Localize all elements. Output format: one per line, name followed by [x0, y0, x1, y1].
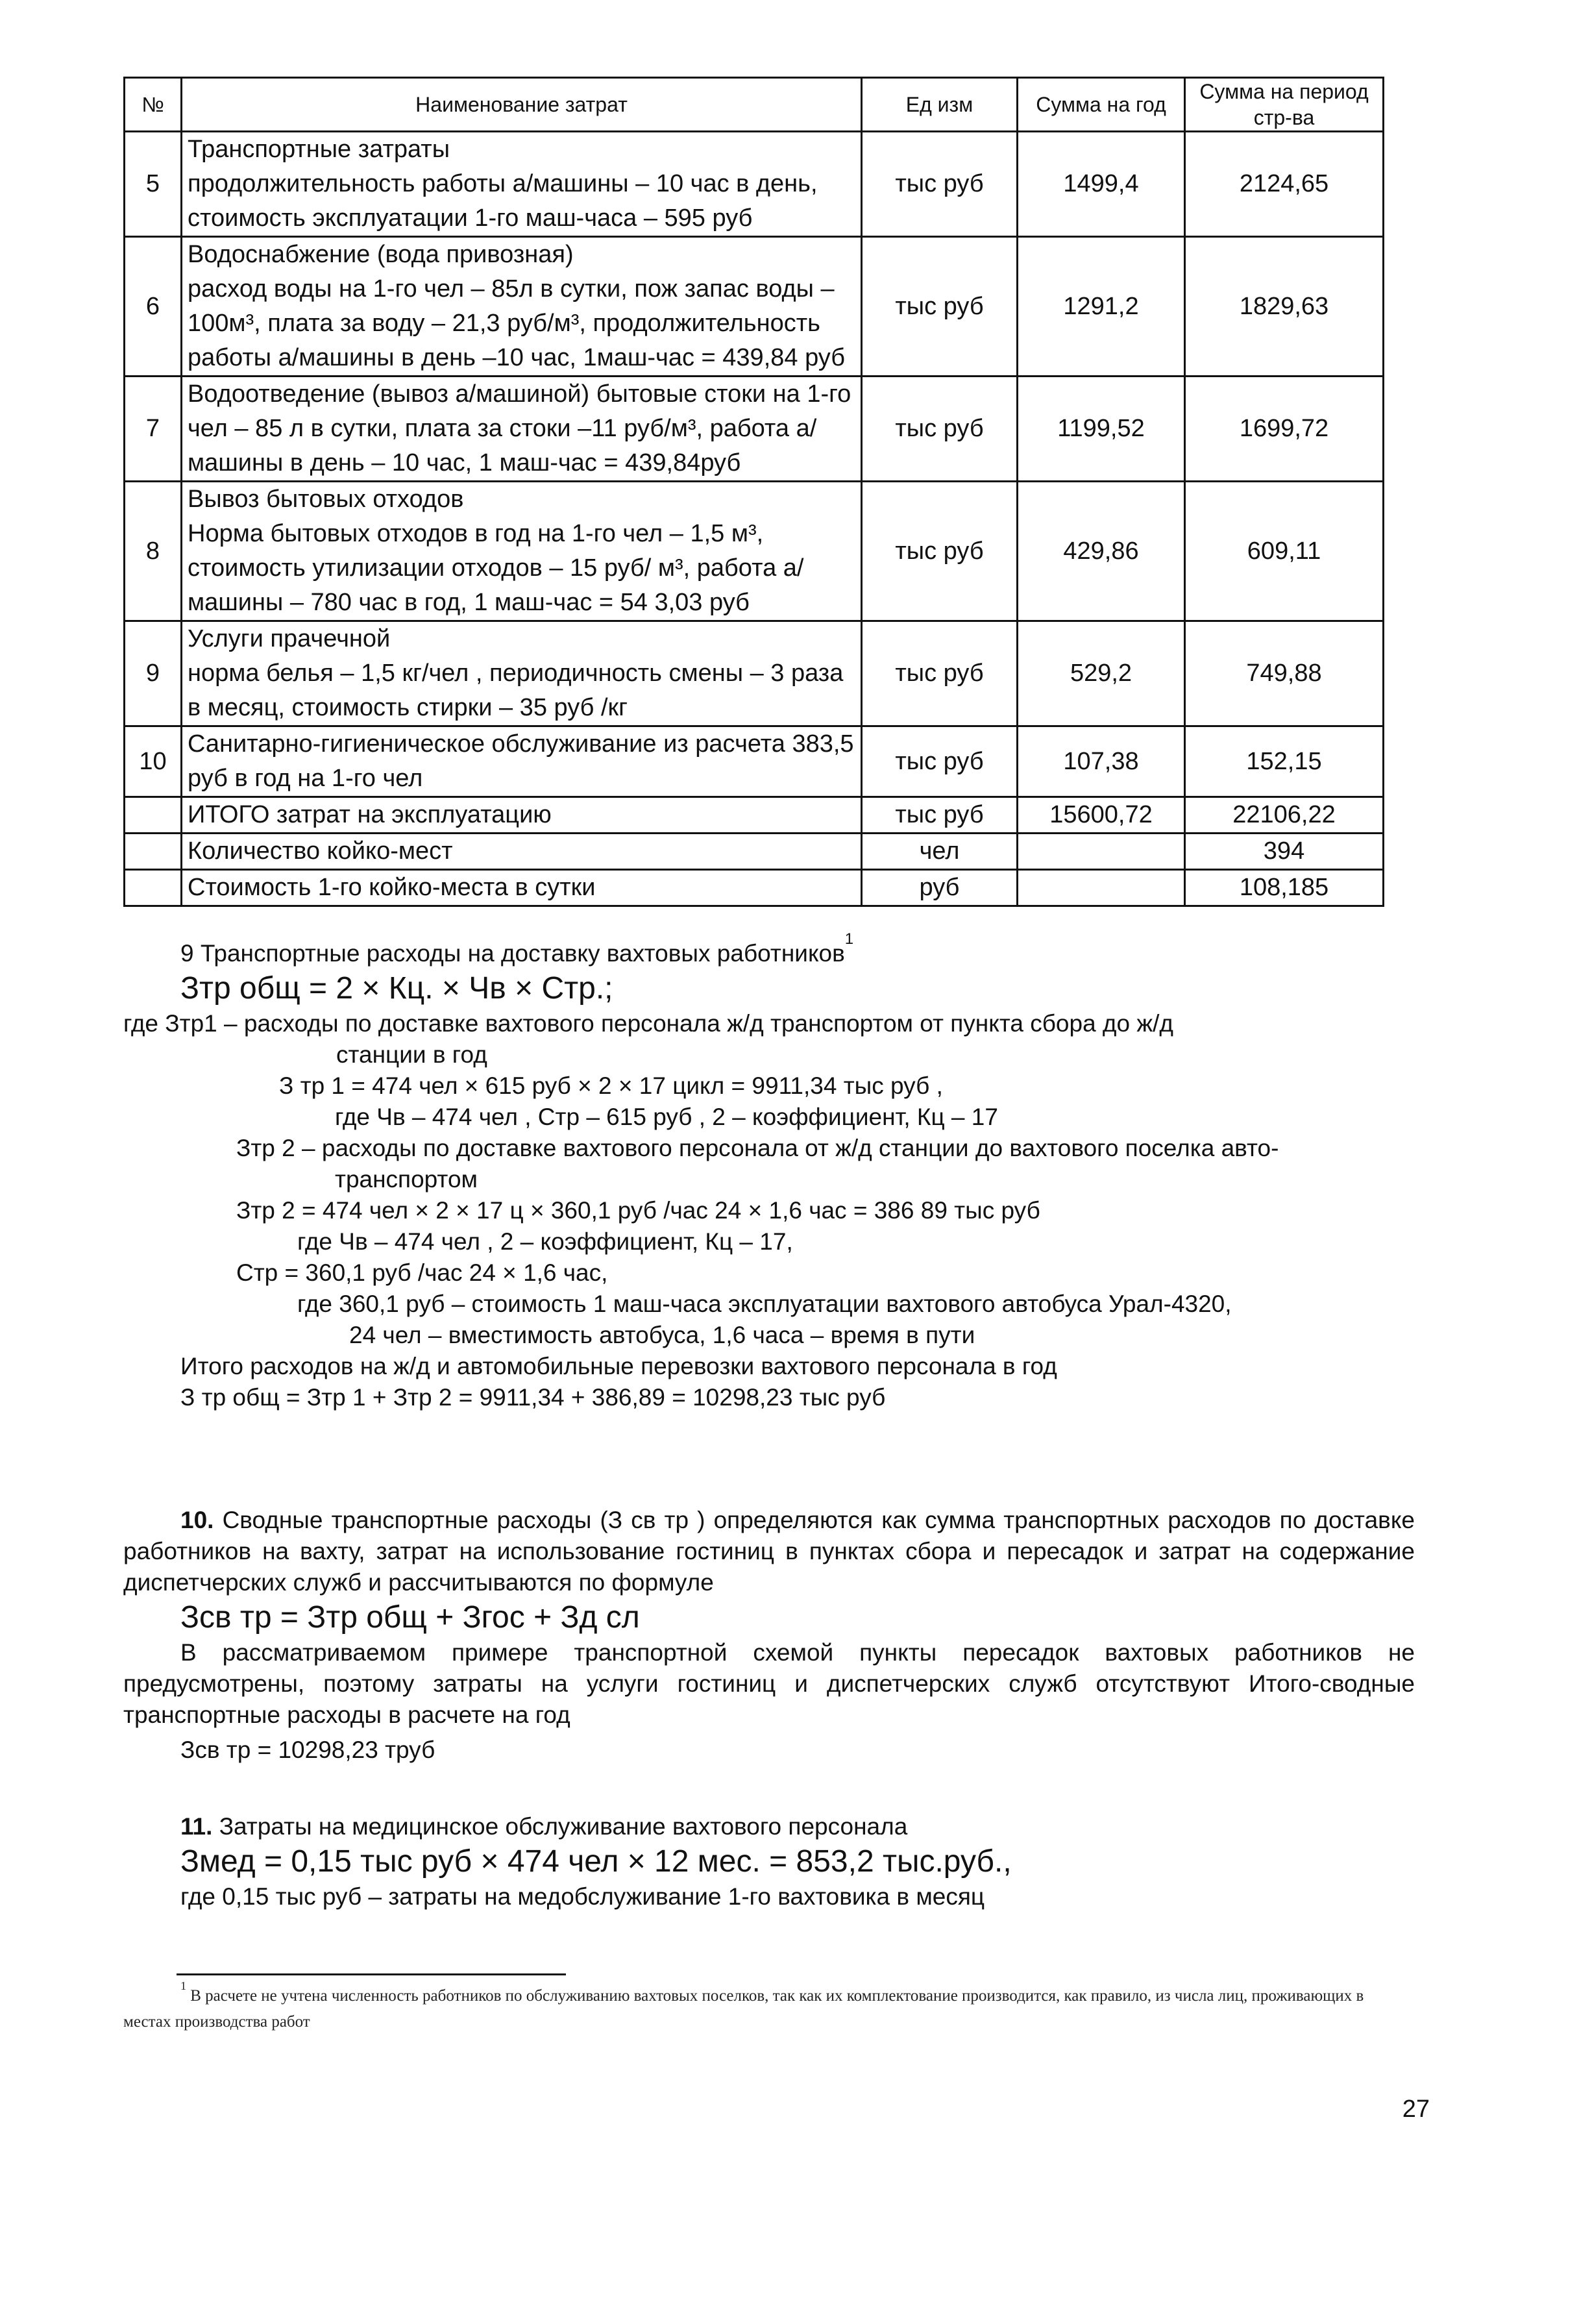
cost-title: Санитарно-гигиеническое обслуживание из расчета 383,5 руб в год на 1-го чел — [188, 730, 854, 792]
table-row — [125, 797, 1384, 834]
period-sum-cell: 1829,63 — [1185, 237, 1384, 377]
s9-line-3: З тр 1 = 474 чел × 615 руб × 2 × 17 цикл = 9911,34 тыс руб , — [279, 1072, 943, 1099]
section-11 — [123, 1811, 1415, 1912]
s9-line-4: где Чв – 474 чел , Стр – 615 руб , 2 – коэффициент, Кц – 17 — [335, 1104, 998, 1130]
table-row — [125, 132, 1384, 237]
section-10-paragraph: Сводные транспортные расходы (З св тр ) определяются как сумма транспортных расходов по доставке работников на вахту, затрат на использование гостиниц в пунктах сбора и пересадок и затрат на содержание диспетчерских служб и рассчитываются по формуле — [123, 1507, 1415, 1596]
cost-title: Услуги прачечной — [188, 625, 391, 652]
s9-line-9: Стр = 360,1 руб /час 24 × 1,6 час, — [236, 1259, 608, 1286]
year-sum-cell: 15600,72 — [1018, 797, 1185, 834]
table-header-row — [125, 78, 1384, 132]
unit-cell: тыс руб — [862, 726, 1018, 797]
unit-cell: тыс руб — [862, 621, 1018, 726]
page-number: 27 — [1402, 2095, 1430, 2123]
year-sum-cell: 1291,2 — [1018, 237, 1185, 377]
unit-cell: тыс руб — [862, 132, 1018, 237]
section-10-number: 10. — [180, 1507, 214, 1533]
cost-title: Водоотведение (вывоз а/машиной) бытовые стоки на 1-го чел – 85 л в сутки, плата за стоки –11 руб/м³, работа а/машины в день – 10 час, 1 маш-час = 439,84руб — [188, 380, 851, 476]
period-sum-cell: 152,15 — [1185, 726, 1384, 797]
row-number: 9 — [125, 621, 182, 726]
footnote-mark: 1 — [180, 1979, 186, 1992]
unit-cell: чел — [862, 834, 1018, 870]
unit-cell: тыс руб — [862, 797, 1018, 834]
period-sum-cell: 108,185 — [1185, 870, 1384, 906]
s9-line-7: Зтр 2 = 474 чел × 2 × 17 ц × 360,1 руб /час 24 × 1,6 час = 386 89 тыс руб — [236, 1197, 1040, 1224]
cost-description: норма белья – 1,5 кг/чел , периодичность смены – 3 раза в месяц, стоимость стирки – 35 руб /кг — [188, 660, 844, 721]
period-sum-cell: 609,11 — [1185, 482, 1384, 621]
cost-name — [182, 621, 862, 726]
section-9-heading: 9 Транспортные расходы на доставку вахтовых работников — [180, 940, 845, 967]
cost-description: продолжительность работы а/машины – 10 час в день, стоимость эксплуатации 1-го маш-часа – 595 руб — [188, 170, 818, 232]
footnote-divider — [177, 1973, 566, 1975]
table-row — [125, 834, 1384, 870]
cost-title: Водоснабжение (вода привозная) — [188, 241, 574, 268]
year-sum-cell — [1018, 870, 1185, 906]
s9-line-2: станции в год — [336, 1041, 487, 1068]
section-11-number: 11. — [180, 1813, 213, 1840]
section-11-formula: Змед = 0,15 тыс руб × 474 чел × 12 мес. = 853,2 тыс.руб., — [180, 1844, 1012, 1879]
cost-title: Количество койко-мест — [188, 837, 453, 865]
footnote — [123, 1979, 1415, 2035]
header-num: № — [125, 78, 182, 132]
row-number — [125, 797, 182, 834]
period-sum-cell: 749,88 — [1185, 621, 1384, 726]
year-sum-cell: 429,86 — [1018, 482, 1185, 621]
cost-name — [182, 377, 862, 482]
cost-title: Вывоз бытовых отходов — [188, 486, 464, 513]
table-row — [125, 482, 1384, 621]
section-9 — [123, 930, 1415, 1413]
s9-line-1: где Зтр1 – расходы по доставке вахтового персонала ж/д транспортом от пункта сбора до ж/д — [123, 1010, 1173, 1037]
s9-line-13: З тр общ = Зтр 1 + Зтр 2 = 9911,34 + 386,89 = 10298,23 тыс руб — [180, 1384, 886, 1411]
row-number: 10 — [125, 726, 182, 797]
period-sum-cell: 22106,22 — [1185, 797, 1384, 834]
header-unit: Ед изм — [862, 78, 1018, 132]
year-sum-cell: 1199,52 — [1018, 377, 1185, 482]
section-10-paragraph-2: В рассматриваемом примере транспортной схемой пункты пересадок вахтовых работников не предусмотрены, поэтому затраты на услуги гостиниц и диспетчерских служб отсутствуют Итого-сводные транспортные расходы в расчете на год — [123, 1639, 1415, 1728]
row-number: 7 — [125, 377, 182, 482]
year-sum-cell: 1499,4 — [1018, 132, 1185, 237]
cost-name — [182, 237, 862, 377]
row-number: 6 — [125, 237, 182, 377]
table-row — [125, 726, 1384, 797]
table-row — [125, 377, 1384, 482]
s9-line-8: где Чв – 474 чел , 2 – коэффициент, Кц – 17, — [297, 1228, 793, 1255]
cost-name — [182, 834, 862, 870]
period-sum-cell: 394 — [1185, 834, 1384, 870]
section-11-heading: Затраты на медицинское обслуживание вахтового персонала — [219, 1813, 908, 1840]
row-number — [125, 870, 182, 906]
cost-name — [182, 482, 862, 621]
row-number — [125, 834, 182, 870]
cost-title: ИТОГО затрат на эксплуатацию — [188, 801, 552, 828]
s9-line-6: транспортом — [335, 1166, 478, 1193]
unit-cell: тыс руб — [862, 377, 1018, 482]
s9-line-5: Зтр 2 – расходы по доставке вахтового персонала от ж/д станции до вахтового поселка авто- — [236, 1135, 1279, 1161]
period-sum-cell: 2124,65 — [1185, 132, 1384, 237]
cost-name — [182, 797, 862, 834]
table-row — [125, 870, 1384, 906]
section-10 — [123, 1505, 1415, 1766]
section-10-result: Зсв тр = 10298,23 труб — [180, 1737, 435, 1763]
header-period: Сумма на период стр-ва — [1185, 78, 1384, 132]
header-year: Сумма на год — [1018, 78, 1185, 132]
cost-description: расход воды на 1-го чел – 85л в сутки, пож запас воды – 100м³, плата за воду – 21,3 руб/м³, продолжительность работы а/машины в день –10 час, 1маш-час = 439,84 руб — [188, 275, 845, 371]
year-sum-cell: 107,38 — [1018, 726, 1185, 797]
section-9-formula: Зтр общ = 2 × Кц. × Чв × Стр.; — [180, 971, 613, 1006]
unit-cell: руб — [862, 870, 1018, 906]
unit-cell: тыс руб — [862, 482, 1018, 621]
cost-name — [182, 132, 862, 237]
section-11-note: где 0,15 тыс руб – затраты на медобслуживание 1-го вахтовика в месяц — [180, 1883, 985, 1910]
row-number: 5 — [125, 132, 182, 237]
unit-cell: тыс руб — [862, 237, 1018, 377]
year-sum-cell — [1018, 834, 1185, 870]
s9-line-11: 24 чел – вместимость автобуса, 1,6 часа – время в пути — [349, 1322, 975, 1348]
cost-title: Стоимость 1-го койко-места в сутки — [188, 874, 596, 901]
cost-name — [182, 870, 862, 906]
year-sum-cell: 529,2 — [1018, 621, 1185, 726]
table-row — [125, 237, 1384, 377]
costs-table — [123, 77, 1384, 907]
footnote-ref: 1 — [844, 930, 854, 948]
header-name: Наименование затрат — [182, 78, 862, 132]
cost-name — [182, 726, 862, 797]
s9-line-12: Итого расходов на ж/д и автомобильные перевозки вахтового персонала в год — [180, 1353, 1057, 1379]
footnote-text: В расчете не учтена численность работников по обслуживанию вахтовых поселков, так как их комплектование производится, как правило, из числа лиц, проживающих в местах производства работ — [123, 1987, 1364, 2031]
cost-title: Транспортные затраты — [188, 136, 450, 163]
s9-line-10: где 360,1 руб – стоимость 1 маш-часа эксплуатации вахтового автобуса Урал-4320, — [297, 1291, 1232, 1317]
period-sum-cell: 1699,72 — [1185, 377, 1384, 482]
section-10-formula: Зсв тр = Зтр общ + Згос + Зд сл — [180, 1600, 640, 1635]
cost-description: Норма бытовых отходов в год на 1-го чел – 1,5 м³, стоимость утилизации отходов – 15 руб/ м³, работа а/машины – 780 час в год, 1 маш-час = 54 3,03 руб — [188, 520, 804, 616]
table-row — [125, 621, 1384, 726]
row-number: 8 — [125, 482, 182, 621]
